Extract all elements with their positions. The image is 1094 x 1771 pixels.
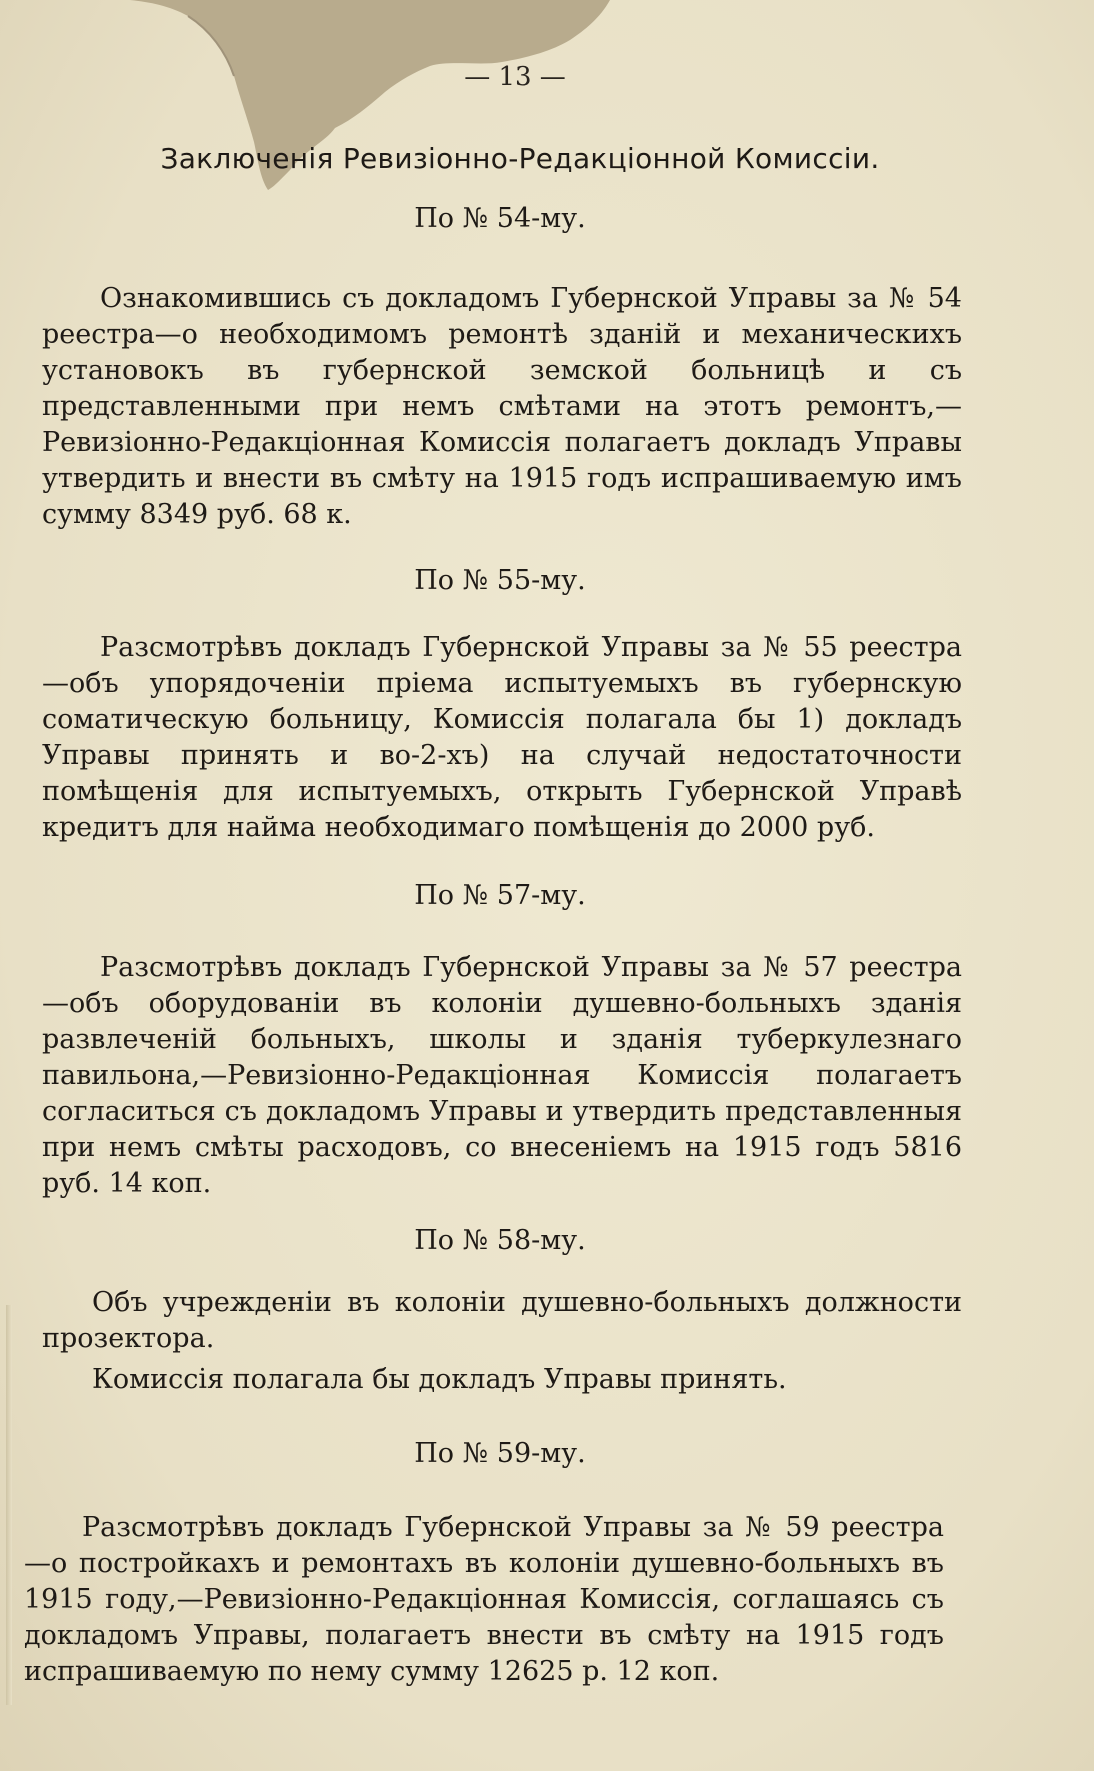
section-paragraph-59: Разсмотрѣвъ докладъ Губернской Управы за № 59 реестра—о постройкахъ и ремонтахъ въ колоніи душевно-больныхъ въ 1915 году,—Ревизіонно-Редакціонная Комиссія, соглашаясь съ докладомъ Управы, полагаетъ внести въ смѣту на 1915 годъ испрашиваемую по нему сумму 12625 р. 12 коп. <box>24 1512 944 1687</box>
page-edge-shadow <box>6 1305 12 1705</box>
section-heading-58: По № 58-му. <box>414 1225 586 1256</box>
section-paragraph-57: Разсмотрѣвъ докладъ Губернской Управы за № 57 реестра—объ оборудованіи въ колоніи душевно-больныхъ зданія развлеченій больныхъ, школы и зданія туберкулезнаго павильона,—Ревизіонно-Редакціонная Комиссія полагаетъ согласиться съ докладомъ Управы и утвердить представленныя при немъ смѣты расходовъ, со внесеніемъ на 1915 годъ 5816 руб. 14 коп. <box>42 952 962 1199</box>
page-number: — 13 — <box>464 62 566 92</box>
section-heading-59: По № 59-му. <box>414 1438 586 1469</box>
section-paragraph-58-b: Комиссія полагала бы докладъ Управы принять. <box>92 1364 787 1395</box>
section-heading-57: По № 57-му. <box>414 880 586 911</box>
section-heading-54: По № 54-му. <box>414 203 586 234</box>
page-title: Заключенія Ревизіонно-Редакціонной Комиссіи. <box>160 142 880 175</box>
section-paragraph-54: Ознакомившись съ докладомъ Губернской Управы за № 54 реестра—о необходимомъ ремонтѣ зданій и механическихъ установокъ въ губернской земской больницѣ и съ представленными при немъ смѣтами на этотъ ремонтъ,—Ревизіонно-Редакціонная Комиссія полагаетъ докладъ Управы утвердить и внести въ смѣту на 1915 годъ испрашиваемую имъ сумму 8349 руб. 68 к. <box>42 283 962 530</box>
section-paragraph-58-a: Объ учрежденіи въ колоніи душевно-больныхъ должности прозектора. <box>42 1287 962 1354</box>
section-heading-55: По № 55-му. <box>414 565 586 596</box>
section-paragraph-55: Разсмотрѣвъ докладъ Губернской Управы за № 55 реестра—объ упорядоченіи пріема испытуемыхъ въ губернскую соматическую больницу, Комиссія полагала бы 1) докладъ Управы принять и во-2-хъ) на случай недостаточности помѣщенія для испытуемыхъ, открыть Губернской Управѣ кредитъ для найма необходимаго помѣщенія до 2000 руб. <box>42 632 962 843</box>
